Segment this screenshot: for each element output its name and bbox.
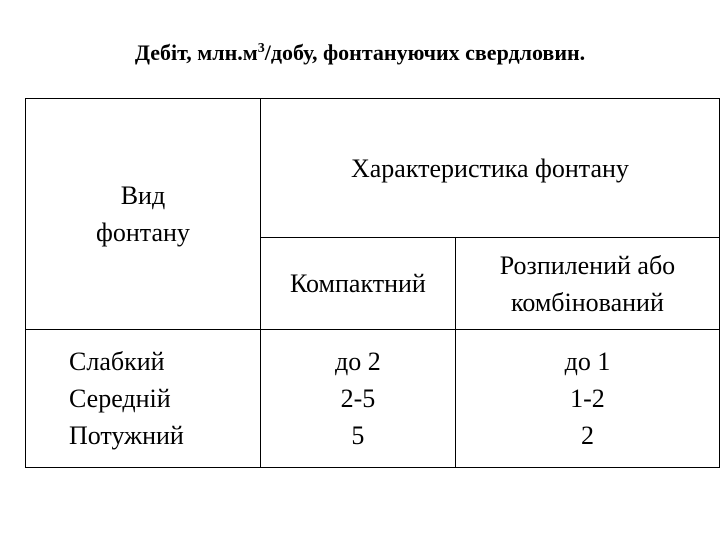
flow-rate-table — [25, 98, 720, 468]
compact-values-cell — [260, 330, 455, 468]
compact-value: 5 — [351, 421, 365, 450]
group-header-cell — [260, 99, 719, 238]
row-header-cell — [26, 99, 261, 330]
sprayed-value: 1-2 — [570, 384, 605, 413]
row-header-line: фонтану — [96, 218, 190, 247]
group-header-label: Характеристика фонтану — [350, 153, 629, 183]
col-header-sprayed — [455, 238, 719, 330]
sprayed-value: до 1 — [564, 347, 611, 376]
fountain-type: Потужний — [69, 421, 184, 450]
col-header-compact — [260, 238, 455, 330]
row-header-line: Вид — [120, 181, 166, 210]
compact-value: 2-5 — [340, 384, 376, 413]
fountain-types-cell — [26, 330, 261, 468]
col-header-sprayed-line: Розпилений або — [499, 250, 676, 280]
page-title: Дебіт, $млн.м^3$/добу, фонтануючих свердловин. — [134, 40, 586, 65]
compact-value: до 2 — [335, 347, 381, 376]
fountain-type: Слабкий — [69, 347, 165, 376]
sprayed-value: 2 — [580, 421, 594, 450]
col-header-compact-label: Компактний — [289, 269, 426, 298]
fountain-type: Середній — [69, 384, 171, 413]
sprayed-values-cell — [455, 330, 719, 468]
col-header-sprayed-line: комбінований — [511, 287, 664, 317]
